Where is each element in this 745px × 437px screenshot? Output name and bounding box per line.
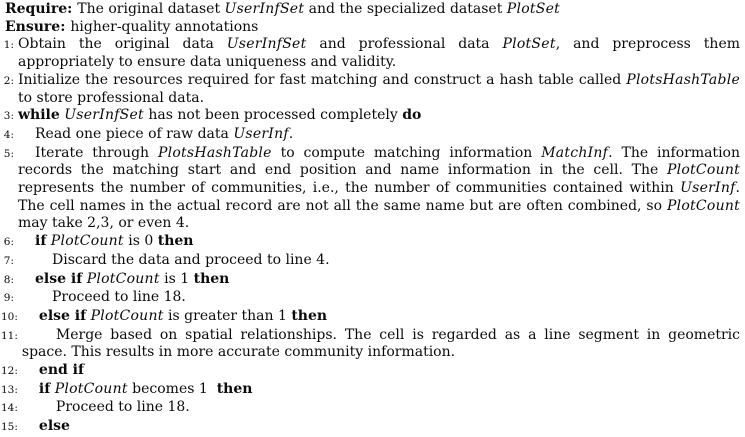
algorithm-line xyxy=(1,126,740,145)
header-keyword: Require: xyxy=(5,1,73,17)
algorithm-line xyxy=(1,271,740,290)
text-segment: and the specialized dataset xyxy=(304,1,507,17)
line-number: 4: xyxy=(3,128,14,141)
text-segment: Proceed to line 18. xyxy=(55,399,190,416)
text-segment: Obtain the original data xyxy=(18,36,227,53)
line-number: 10: xyxy=(1,310,18,323)
text-segment: may take 2,3, or even 4. xyxy=(18,215,190,232)
line-content xyxy=(18,289,740,307)
header-line xyxy=(1,1,740,19)
math-variable: PlotCount xyxy=(86,270,160,287)
header-keyword: Ensure: xyxy=(5,18,66,35)
text-segment: . The information records the matching start and end position and name information in the cell. The xyxy=(18,144,740,179)
algorithm-line xyxy=(1,36,740,71)
keyword: end if xyxy=(38,362,84,379)
keyword: then xyxy=(291,307,328,324)
line-number: 8: xyxy=(3,273,14,286)
keyword: else if xyxy=(38,307,87,324)
line-number: 7: xyxy=(3,254,14,267)
math-variable: PlotsHashTable xyxy=(626,71,740,88)
algorithm-line xyxy=(1,362,740,381)
keyword: else xyxy=(38,418,70,435)
line-number: 9: xyxy=(3,292,14,305)
algorithm-body xyxy=(1,36,740,436)
keyword: do xyxy=(402,107,422,124)
algorithm-line xyxy=(1,107,740,126)
line-content xyxy=(22,418,740,436)
keyword: else if xyxy=(35,270,83,287)
math-variable: UserInf xyxy=(680,180,736,197)
line-number: 2: xyxy=(3,74,14,87)
math-variable: PlotSet xyxy=(502,36,556,53)
line-number: 13: xyxy=(1,383,18,396)
line-content xyxy=(18,233,740,251)
line-content xyxy=(18,126,740,144)
line-number: 6: xyxy=(3,236,14,249)
line-content xyxy=(22,362,740,380)
math-variable: UserInfSet xyxy=(226,36,307,53)
keyword: then xyxy=(157,233,194,250)
line-content xyxy=(22,399,740,417)
text-segment: is greater than 1 xyxy=(163,307,292,324)
line-content xyxy=(18,36,740,71)
text-segment: Proceed to line 18. xyxy=(52,289,186,306)
keyword: then xyxy=(193,270,230,287)
math-variable: UserInfSet xyxy=(64,107,144,124)
line-content xyxy=(22,308,740,326)
keyword: while xyxy=(18,107,60,124)
text-segment: represents the number of communities, i.e., the number of communities contained within xyxy=(18,180,681,197)
algorithm-line xyxy=(1,233,740,252)
math-variable: PlotCount xyxy=(50,233,124,250)
line-number: 3: xyxy=(3,110,14,123)
algorithm-line xyxy=(1,72,740,107)
math-variable: PlotCount xyxy=(666,162,740,179)
keyword: then xyxy=(216,380,253,397)
math-variable: UserInfSet xyxy=(224,1,305,17)
algorithm-line xyxy=(1,327,740,362)
text-segment: to compute matching information xyxy=(271,144,542,161)
algorithm-line xyxy=(1,252,740,271)
line-content xyxy=(18,72,740,107)
text-segment: becomes 1 xyxy=(127,380,217,397)
line-number: 5: xyxy=(3,147,14,160)
line-content xyxy=(18,107,740,125)
text-segment: Discard the data and proceed to line 4. xyxy=(52,251,330,268)
algorithm-line xyxy=(1,381,740,400)
math-variable: MatchInf xyxy=(541,144,609,161)
math-variable: PlotCount xyxy=(90,307,164,324)
math-variable: UserInf xyxy=(233,125,289,142)
text-segment: is 1 xyxy=(159,270,194,287)
text-segment: and professional data xyxy=(306,36,503,53)
text-segment: is 0 xyxy=(123,233,158,250)
text-segment: The original dataset xyxy=(77,1,225,17)
text-segment: , and preprocess them appropriately to ensure data uniqueness and validity. xyxy=(18,36,741,71)
text-segment: higher-quality annotations xyxy=(70,18,259,35)
text-segment: Read one piece of raw data xyxy=(35,125,234,142)
math-variable: PlotCount xyxy=(54,380,128,397)
algorithm-line xyxy=(1,308,740,327)
line-number: 14: xyxy=(1,402,18,415)
text-segment: Merge based on spatial relationships. The cell is regarded as a line segment in geometric space. This results in more accurate community information. xyxy=(21,326,740,361)
algorithm-line xyxy=(1,399,740,418)
algorithm-line xyxy=(1,418,740,437)
line-content xyxy=(22,381,740,399)
text-segment: to store professional data. xyxy=(18,89,205,106)
text-segment: . xyxy=(288,125,294,142)
text-segment: Initialize the resources required for fast matching and construct a hash table called xyxy=(18,71,627,88)
keyword: if xyxy=(35,233,47,250)
header-line xyxy=(1,19,740,37)
algorithm-line xyxy=(1,289,740,308)
text-segment: has not been processed completely xyxy=(143,107,403,124)
text-segment: . The cell names in the actual record are not all the same name but are often combined, so xyxy=(18,180,740,214)
text-segment: Iterate through xyxy=(35,144,158,161)
line-content xyxy=(22,327,740,362)
algorithm-line xyxy=(1,145,740,234)
line-number: 11: xyxy=(1,329,18,342)
line-number: 1: xyxy=(3,39,14,52)
line-content xyxy=(18,145,740,234)
algorithm-header xyxy=(1,1,740,36)
line-content xyxy=(18,252,740,270)
math-variable: PlotSet xyxy=(506,1,561,17)
line-number: 15: xyxy=(1,421,18,434)
math-variable: PlotCount xyxy=(666,197,740,214)
keyword: if xyxy=(38,380,51,397)
line-number: 12: xyxy=(1,365,18,378)
line-content xyxy=(18,271,740,289)
math-variable: PlotsHashTable xyxy=(157,144,272,161)
